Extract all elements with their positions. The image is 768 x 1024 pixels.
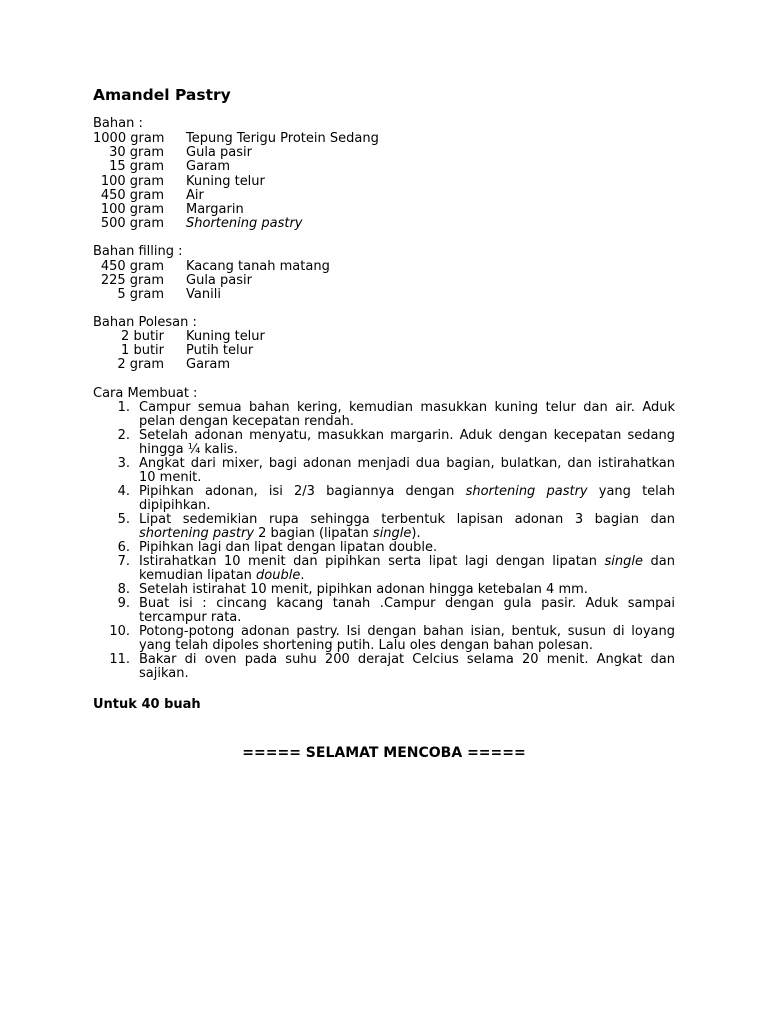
step-number: 9. (117, 596, 130, 611)
ingredient-name: Kuning telur (186, 174, 265, 189)
step-text-run: Lipat sedemikian rupa sehingga terbentuk lapisan adonan 3 bagian dan (139, 512, 675, 527)
step-text (139, 554, 675, 583)
step-text (139, 540, 437, 555)
filling-label: Bahan filling : (93, 244, 183, 259)
step-text (139, 624, 675, 653)
ingredient-name: Air (186, 188, 204, 203)
ingredient-name: Gula pasir (186, 145, 252, 160)
recipe-title: Amandel Pastry (93, 86, 231, 104)
step-number: 2. (117, 428, 130, 443)
step-text-run: Istirahatkan 10 menit dan pipihkan serta lipat lagi dengan lipatan (139, 554, 605, 569)
step-number: 4. (117, 484, 130, 499)
ingredient-qty: 2 butir (121, 329, 164, 344)
step-item (93, 625, 675, 653)
step-text (139, 596, 675, 625)
step-number: 1. (117, 400, 130, 415)
step-number: 8. (117, 582, 130, 597)
ingredient-qty: 30 gram (109, 145, 164, 160)
step-text (139, 456, 675, 485)
step-item (93, 555, 675, 583)
step-item (93, 583, 675, 597)
ingredient-name: Shortening pastry (186, 216, 303, 231)
step-item (93, 541, 675, 555)
step-text-run: Buat isi : cincang kacang tanah .Campur dengan gula pasir. Aduk sampai tercampur rata. (139, 596, 675, 625)
step-text-run: Pipihkan adonan, isi 2/3 bagiannya dengan (139, 484, 466, 499)
ingredient-qty: 2 gram (117, 357, 164, 372)
ingredient-qty: 225 gram (100, 273, 164, 288)
step-text-italic: shortening pastry (139, 526, 255, 541)
ingredient-name: Tepung Terigu Protein Sedang (186, 131, 379, 146)
step-text-italic: single (372, 526, 412, 541)
step-item (93, 597, 675, 625)
ingredient-name: Gula pasir (186, 273, 252, 288)
step-text-run: Setelah adonan menyatu, masukkan margarin. Aduk dengan kecepatan sedang hingga ¼ kalis. (139, 428, 675, 457)
closing-banner: ===== SELAMAT MENCOBA ===== (242, 745, 526, 761)
step-text (139, 512, 675, 541)
ingredient-name: Vanili (186, 287, 221, 302)
step-text (139, 400, 675, 429)
steps-list (93, 401, 675, 681)
ingredient-qty: 450 gram (100, 259, 164, 274)
step-number: 5. (117, 512, 130, 527)
step-text-run: Setelah istirahat 10 menit, pipihkan adonan hingga ketebalan 4 mm. (139, 582, 588, 597)
ingredient-qty: 100 gram (100, 202, 164, 217)
ingredient-qty: 450 gram (100, 188, 164, 203)
step-text (139, 484, 675, 513)
step-number: 10. (109, 624, 130, 639)
ingredient-qty: 5 gram (117, 287, 164, 302)
ingredient-qty: 500 gram (100, 216, 164, 231)
ingredient-name: Putih telur (186, 343, 254, 358)
step-text-italic: double (256, 568, 301, 583)
ingredient-name: Garam (186, 357, 231, 372)
yield-note: Untuk 40 buah (93, 697, 201, 712)
step-text-run: Campur semua bahan kering, kemudian masukkan kuning telur dan air. Aduk pelan dengan kecepatan rendah. (139, 400, 675, 429)
step-item (93, 429, 675, 457)
polesan-label: Bahan Polesan : (93, 315, 197, 330)
step-number: 7. (117, 554, 130, 569)
step-text-run: 2 bagian (lipatan (254, 526, 373, 541)
step-item (93, 401, 675, 429)
step-text-italic: shortening pastry (465, 484, 588, 499)
step-text-run: yang telah dipipihkan. (139, 484, 675, 513)
ingredient-qty: 1000 gram (93, 131, 165, 146)
step-text-run: Bakar di oven pada suhu 200 derajat Celcius selama 20 menit. Angkat dan sajikan. (139, 652, 675, 681)
step-text-run: dan kemudian lipatan (139, 554, 675, 583)
step-text (139, 652, 675, 681)
ingredient-qty: 100 gram (100, 174, 164, 189)
step-text (139, 582, 588, 597)
ingredient-qty: 15 gram (109, 159, 164, 174)
ingredient-name: Margarin (186, 202, 244, 217)
step-text (139, 428, 675, 457)
ingredient-name: Kuning telur (186, 329, 265, 344)
step-number: 6. (117, 540, 130, 555)
step-number: 11. (109, 652, 130, 667)
step-item (93, 513, 675, 541)
step-text-run: Potong-potong adonan pastry. Isi dengan bahan isian, bentuk, susun di loyang yang telah dipoles shortening putih. Lalu oles dengan bahan polesan. (139, 624, 675, 653)
step-item (93, 485, 675, 513)
step-item (93, 457, 675, 485)
step-text-run: ). (411, 526, 421, 541)
step-number: 3. (117, 456, 130, 471)
step-item (93, 653, 675, 681)
step-text-run: . (300, 568, 305, 583)
ingredient-name: Garam (186, 159, 231, 174)
cara-label: Cara Membuat : (93, 386, 198, 401)
ingredient-name: Kacang tanah matang (186, 259, 330, 274)
step-text-run: Pipihkan lagi dan lipat dengan lipatan double. (139, 540, 438, 555)
ingredient-qty: 1 butir (121, 343, 164, 358)
bahan-label: Bahan : (93, 116, 143, 131)
step-text-run: Angkat dari mixer, bagi adonan menjadi dua bagian, bulatkan, dan istirahatkan 10 menit. (139, 456, 675, 485)
step-text-italic: single (604, 554, 644, 569)
